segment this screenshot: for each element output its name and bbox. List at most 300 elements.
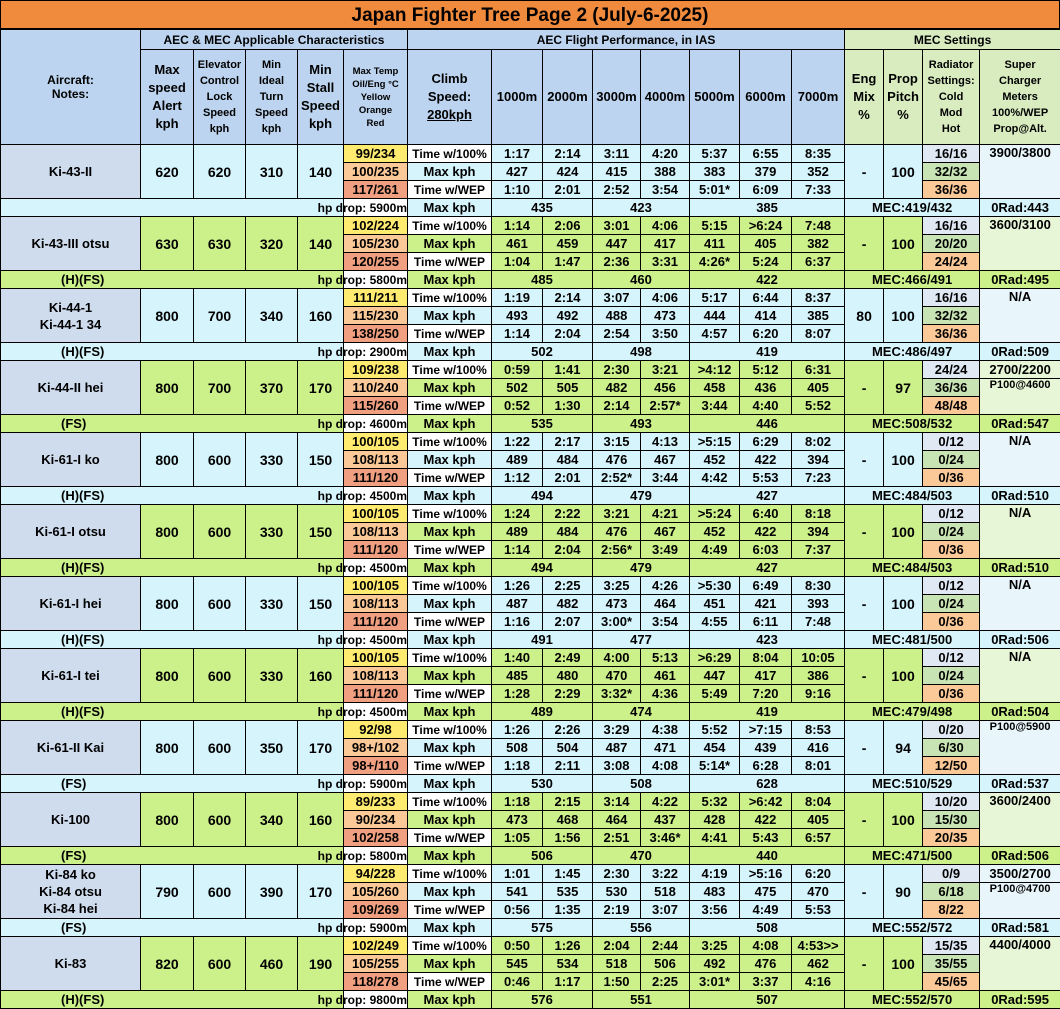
perf-value: 3:46* xyxy=(641,829,690,847)
perf-value: 464 xyxy=(641,595,690,613)
perf-value: 5:24 xyxy=(740,253,792,271)
perf-value: 468 xyxy=(543,811,593,829)
aircraft-name xyxy=(1,433,141,487)
perf-value: 483 xyxy=(690,883,740,901)
stat-elevator: 600 xyxy=(194,721,246,775)
perf-value: 8:35 xyxy=(792,145,845,163)
max-kph-high: 419 xyxy=(690,703,845,721)
aircraft-name xyxy=(1,793,141,847)
temp-limit: 111/120 xyxy=(344,685,408,703)
perf-value: 1:17 xyxy=(492,145,543,163)
perf-value: 6:28 xyxy=(740,757,792,775)
aec-mec-header: AEC & MEC Applicable Characteristics xyxy=(141,30,408,50)
perf-value: 1:10 xyxy=(492,181,543,199)
perf-value: 2:26 xyxy=(543,721,593,739)
aircraft-flags: (H)(FS) xyxy=(1,703,344,721)
aircraft-flags xyxy=(1,199,344,217)
hp-drop: hp drop: 4500m xyxy=(317,488,407,503)
stat-turn: 340 xyxy=(246,793,298,847)
perf-value: 462 xyxy=(792,955,845,973)
temp-limit: 111/120 xyxy=(344,469,408,487)
supercharger-value: N/A xyxy=(980,649,1060,703)
perf-value: 475 xyxy=(740,883,792,901)
radiator-setting: 0/24 xyxy=(923,595,980,613)
perf-value: 6:20 xyxy=(792,865,845,883)
radiator-setting: 0/12 xyxy=(923,649,980,667)
mec-speeds: MEC:510/529 xyxy=(845,775,980,793)
zero-rad-speed: 0Rad:547 xyxy=(980,415,1060,433)
perf-value: 2:04 xyxy=(543,325,593,343)
prop-pitch: 100 xyxy=(884,649,923,703)
aircraft-flags: (H)(FS) xyxy=(1,631,344,649)
zero-rad-speed: 0Rad:510 xyxy=(980,487,1060,505)
eng-mix: - xyxy=(845,361,884,415)
perf-value: 417 xyxy=(740,667,792,685)
header-line: Charger xyxy=(999,75,1042,87)
mec-speeds: MEC:479/498 xyxy=(845,703,980,721)
temp-limit: 100/105 xyxy=(344,505,408,523)
temp-limit: 94/228 xyxy=(344,865,408,883)
perf-value: 530 xyxy=(593,883,641,901)
perf-value: 2:52 xyxy=(593,181,641,199)
temp-limit: 98+/102 xyxy=(344,739,408,757)
perf-value: 6:20 xyxy=(740,325,792,343)
perf-value: 452 xyxy=(690,523,740,541)
temp-limit: 111/211 xyxy=(344,289,408,307)
perf-value: 493 xyxy=(492,307,543,325)
perf-value: 422 xyxy=(740,811,792,829)
perf-value: 484 xyxy=(543,451,593,469)
perf-value: 2:51 xyxy=(593,829,641,847)
perf-value: 3:22 xyxy=(641,865,690,883)
radiator-setting: 15/30 xyxy=(923,811,980,829)
row-label: Time w/WEP xyxy=(408,901,492,919)
temp-limit: 98+/110 xyxy=(344,757,408,775)
perf-value: 8:04 xyxy=(740,649,792,667)
aircraft-name xyxy=(1,577,141,631)
perf-value: 1:24 xyxy=(492,505,543,523)
aircraft-name-line: Ki-44-II hei xyxy=(37,380,104,395)
supercharger-value: 4400/4000 xyxy=(980,937,1060,991)
aircraft-name-line: Ki-44-1 34 xyxy=(39,316,102,332)
eng-mix: - xyxy=(845,649,884,703)
perf-value: 2:44 xyxy=(641,937,690,955)
radiator-setting: 0/24 xyxy=(923,523,980,541)
eng-mix: - xyxy=(845,721,884,775)
perf-value: 480 xyxy=(543,667,593,685)
perf-value: 5:43 xyxy=(740,829,792,847)
radiator-setting: 0/9 xyxy=(923,865,980,883)
perf-value: 2:54 xyxy=(593,325,641,343)
row-label: Time w/100% xyxy=(408,937,492,955)
perf-value: 3:07 xyxy=(641,901,690,919)
stat-alert: 820 xyxy=(141,937,194,991)
temp-limit: 115/230 xyxy=(344,307,408,325)
perf-value: 508 xyxy=(492,739,543,757)
perf-value: 5:52 xyxy=(690,721,740,739)
perf-value: 417 xyxy=(641,235,690,253)
perf-value: 415 xyxy=(593,163,641,181)
max-kph-mid: 474 xyxy=(593,703,690,721)
col-header-max-speed xyxy=(141,50,194,145)
header-line: Speed xyxy=(300,98,340,113)
perf-value: 388 xyxy=(641,163,690,181)
perf-value: 436 xyxy=(740,379,792,397)
perf-value: 3:01 xyxy=(593,217,641,235)
col-header-altitude: 5000m xyxy=(690,50,740,145)
row-label: Time w/WEP xyxy=(408,613,492,631)
perf-value: 489 xyxy=(492,451,543,469)
row-label: Max kph xyxy=(408,631,492,649)
row-label: Time w/WEP xyxy=(408,829,492,847)
stat-stall: 150 xyxy=(298,433,344,487)
perf-value: 3:54 xyxy=(641,181,690,199)
max-kph-high: 385 xyxy=(690,199,845,217)
radiator-setting: 36/36 xyxy=(923,379,980,397)
aircraft-flags: (H)(FS) xyxy=(1,487,344,505)
perf-value: 1:14 xyxy=(492,217,543,235)
max-kph-mid: 493 xyxy=(593,415,690,433)
stat-stall: 160 xyxy=(298,793,344,847)
header-line: Speed xyxy=(254,107,288,119)
stat-alert: 800 xyxy=(141,721,194,775)
perf-value: 4:53>> xyxy=(792,937,845,955)
temp-limit: 102/224 xyxy=(344,217,408,235)
radiator-setting: 20/35 xyxy=(923,829,980,847)
perf-value: 421 xyxy=(740,595,792,613)
aircraft-name xyxy=(1,289,141,343)
row-label: Max kph xyxy=(408,343,492,361)
perf-value: 1:50 xyxy=(593,973,641,991)
perf-value: 3:11 xyxy=(593,145,641,163)
row-label: Max kph xyxy=(408,415,492,433)
radiator-setting: 6/18 xyxy=(923,883,980,901)
perf-value: 2:29 xyxy=(543,685,593,703)
perf-value: 0:59 xyxy=(492,361,543,379)
stat-turn: 390 xyxy=(246,865,298,919)
perf-value: 4:16 xyxy=(792,973,845,991)
stat-elevator: 600 xyxy=(194,577,246,631)
perf-value: 444 xyxy=(690,307,740,325)
row-label: Time w/WEP xyxy=(408,469,492,487)
col-header-min-turn xyxy=(246,50,298,145)
row-label: Max kph xyxy=(408,523,492,541)
perf-value: 7:33 xyxy=(792,181,845,199)
max-kph-high: 440 xyxy=(690,847,845,865)
hp-drop: hp drop: 5900m xyxy=(317,920,407,935)
hp-drop: hp drop: 5800m xyxy=(317,848,407,863)
prop-pitch: 100 xyxy=(884,505,923,559)
perf-value: >5:24 xyxy=(690,505,740,523)
max-kph-low: 494 xyxy=(492,559,593,577)
header-line: kph xyxy=(308,116,333,131)
supercharger-value: 2700/2200 xyxy=(980,361,1060,379)
perf-value: 1:26 xyxy=(492,721,543,739)
header-line: Hot xyxy=(941,123,961,135)
perf-value: 428 xyxy=(690,811,740,829)
aircraft-name xyxy=(1,721,141,775)
perf-value: 485 xyxy=(492,667,543,685)
row-label: Time w/100% xyxy=(408,793,492,811)
max-kph-mid: 498 xyxy=(593,343,690,361)
col-header-altitude: 6000m xyxy=(740,50,792,145)
row-label: Time w/100% xyxy=(408,433,492,451)
perf-value: 4:57 xyxy=(690,325,740,343)
max-kph-mid: 470 xyxy=(593,847,690,865)
perf-value: 405 xyxy=(740,235,792,253)
perf-value: 5:12 xyxy=(740,361,792,379)
perf-value: 437 xyxy=(641,811,690,829)
eng-mix: - xyxy=(845,145,884,199)
perf-value: 541 xyxy=(492,883,543,901)
perf-value: 487 xyxy=(492,595,543,613)
stat-alert: 800 xyxy=(141,649,194,703)
perf-value: 6:44 xyxy=(740,289,792,307)
perf-value: 385 xyxy=(792,307,845,325)
perf-value: 1:12 xyxy=(492,469,543,487)
prop-pitch: 100 xyxy=(884,217,923,271)
perf-value: 383 xyxy=(690,163,740,181)
col-header-altitude: 7000m xyxy=(792,50,845,145)
eng-mix: - xyxy=(845,433,884,487)
perf-value: 4:19 xyxy=(690,865,740,883)
perf-value: 8:30 xyxy=(792,577,845,595)
col-header-altitude: 1000m xyxy=(492,50,543,145)
temp-limit: 115/260 xyxy=(344,397,408,415)
perf-value: 534 xyxy=(543,955,593,973)
perf-value: 1:22 xyxy=(492,433,543,451)
header-line: Turn xyxy=(259,91,284,103)
perf-value: 5:53 xyxy=(740,469,792,487)
max-kph-low: 494 xyxy=(492,487,593,505)
perf-value: 8:01 xyxy=(792,757,845,775)
max-kph-low: 485 xyxy=(492,271,593,289)
eng-mix: - xyxy=(845,793,884,847)
header-line: speed xyxy=(148,80,186,95)
perf-value: 2:14 xyxy=(543,289,593,307)
temp-limit: 138/250 xyxy=(344,325,408,343)
perf-value: 6:03 xyxy=(740,541,792,559)
max-kph-low: 491 xyxy=(492,631,593,649)
radiator-setting: 32/32 xyxy=(923,163,980,181)
row-label: Time w/WEP xyxy=(408,973,492,991)
aircraft-name xyxy=(1,505,141,559)
perf-value: 3:21 xyxy=(593,505,641,523)
hp-drop: hp drop: 5900m xyxy=(317,776,407,791)
aircraft-flags: (H)(FS) xyxy=(1,991,344,1009)
temp-limit: 108/113 xyxy=(344,667,408,685)
aircraft-name xyxy=(1,649,141,703)
perf-value: 3:50 xyxy=(641,325,690,343)
perf-value: 5:15 xyxy=(690,217,740,235)
perf-value: 476 xyxy=(740,955,792,973)
perf-value: 8:18 xyxy=(792,505,845,523)
radiator-setting: 0/24 xyxy=(923,667,980,685)
perf-value: 505 xyxy=(543,379,593,397)
perf-value: 10:05 xyxy=(792,649,845,667)
radiator-setting: 32/32 xyxy=(923,307,980,325)
mec-speeds: MEC:466/491 xyxy=(845,271,980,289)
row-label: Max kph xyxy=(408,307,492,325)
row-label: Max kph xyxy=(408,991,492,1009)
perf-value: 506 xyxy=(641,955,690,973)
perf-value: 2:56* xyxy=(593,541,641,559)
perf-value: 2:30 xyxy=(593,361,641,379)
header-line: Meters xyxy=(1002,91,1038,103)
perf-value: 4:38 xyxy=(641,721,690,739)
perf-value: >5:30 xyxy=(690,577,740,595)
supercharger-value: 3600/2400 xyxy=(980,793,1060,847)
perf-value: 6:29 xyxy=(740,433,792,451)
aircraft-name xyxy=(1,217,141,271)
row-label: Time w/100% xyxy=(408,361,492,379)
max-kph-low: 535 xyxy=(492,415,593,433)
perf-value: 488 xyxy=(593,307,641,325)
hp-drop: hp drop: 2900m xyxy=(317,344,407,359)
row-label: Max kph xyxy=(408,163,492,181)
perf-value: 473 xyxy=(593,595,641,613)
header-line: kph xyxy=(209,123,230,135)
stat-turn: 350 xyxy=(246,721,298,775)
perf-value: 2:52* xyxy=(593,469,641,487)
perf-value: 2:17 xyxy=(543,433,593,451)
perf-value: 1:41 xyxy=(543,361,593,379)
max-kph-low: 506 xyxy=(492,847,593,865)
temp-limit: 100/235 xyxy=(344,163,408,181)
temp-limit: 92/98 xyxy=(344,721,408,739)
perf-value: 3:08 xyxy=(593,757,641,775)
stat-alert: 630 xyxy=(141,217,194,271)
stat-stall: 170 xyxy=(298,361,344,415)
row-label: Max kph xyxy=(408,559,492,577)
row-label: Time w/WEP xyxy=(408,397,492,415)
perf-value: 5:37 xyxy=(690,145,740,163)
perf-value: 352 xyxy=(792,163,845,181)
perf-value: 5:53 xyxy=(792,901,845,919)
perf-value: 411 xyxy=(690,235,740,253)
perf-value: 3:01* xyxy=(690,973,740,991)
header-line: Prop xyxy=(888,71,918,86)
stat-turn: 320 xyxy=(246,217,298,271)
radiator-setting: 48/48 xyxy=(923,397,980,415)
perf-value: 470 xyxy=(792,883,845,901)
perf-value: 1:47 xyxy=(543,253,593,271)
header-line: Mix xyxy=(853,89,875,104)
fighter-table xyxy=(0,29,1060,1009)
perf-value: 2:07 xyxy=(543,613,593,631)
aircraft-name-line: Ki-61-I otsu xyxy=(35,524,106,539)
temp-limit: 105/255 xyxy=(344,955,408,973)
supercharger-value: N/A xyxy=(980,505,1060,559)
row-label: Max kph xyxy=(408,739,492,757)
radiator-setting: 36/36 xyxy=(923,325,980,343)
prop-pitch: 94 xyxy=(884,721,923,775)
perf-value: 6:09 xyxy=(740,181,792,199)
perf-value: 8:04 xyxy=(792,793,845,811)
climb-label: Climb xyxy=(431,71,468,86)
max-kph-low: 576 xyxy=(492,991,593,1009)
col-header-altitude: 3000m xyxy=(593,50,641,145)
perf-value: 4:22 xyxy=(641,793,690,811)
row-label: Time w/100% xyxy=(408,577,492,595)
aircraft-name xyxy=(1,361,141,415)
radiator-setting: 10/20 xyxy=(923,793,980,811)
header-line: % xyxy=(897,107,909,122)
perf-value: 5:52 xyxy=(792,397,845,415)
aircraft-flags: (FS) xyxy=(1,775,344,793)
max-kph-low: 502 xyxy=(492,343,593,361)
perf-value: 4:06 xyxy=(641,289,690,307)
prop-pitch: 100 xyxy=(884,793,923,847)
col-header-eng-mix xyxy=(845,50,884,145)
header-line: Cold xyxy=(938,91,964,103)
perf-value: 5:13 xyxy=(641,649,690,667)
radiator-setting: 16/16 xyxy=(923,217,980,235)
perf-value: 5:01* xyxy=(690,181,740,199)
perf-value: 4:41 xyxy=(690,829,740,847)
aircraft-name-line: Ki-84 hei xyxy=(43,901,98,916)
hp-drop: hp drop: 4500m xyxy=(317,560,407,575)
header-line: Prop@Alt. xyxy=(993,123,1047,135)
prop-pitch: 100 xyxy=(884,289,923,343)
max-kph-high: 507 xyxy=(690,991,845,1009)
header-line: Orange xyxy=(358,104,393,116)
eng-mix: 80 xyxy=(845,289,884,343)
col-header-max-temp xyxy=(344,50,408,145)
perf-value: 1:56 xyxy=(543,829,593,847)
perf-value: 405 xyxy=(792,379,845,397)
perf-value: 2:04 xyxy=(543,541,593,559)
stat-stall: 140 xyxy=(298,217,344,271)
perf-value: 6:55 xyxy=(740,145,792,163)
mec-speeds: MEC:486/497 xyxy=(845,343,980,361)
supercharger-value: P100@5900 xyxy=(980,721,1060,775)
perf-value: 461 xyxy=(641,667,690,685)
header-line: Super xyxy=(1004,59,1036,71)
perf-value: 1:18 xyxy=(492,793,543,811)
stat-turn: 340 xyxy=(246,289,298,343)
temp-limit: 118/278 xyxy=(344,973,408,991)
perf-value: 464 xyxy=(593,811,641,829)
row-label: Max kph xyxy=(408,235,492,253)
perf-value: 386 xyxy=(792,667,845,685)
climb-speed-label: Speed: xyxy=(427,89,472,104)
perf-value: 2:19 xyxy=(593,901,641,919)
perf-value: 471 xyxy=(641,739,690,757)
row-label: Max kph xyxy=(408,595,492,613)
header-line: Yellow xyxy=(360,91,391,103)
stat-alert: 800 xyxy=(141,433,194,487)
perf-value: 1:04 xyxy=(492,253,543,271)
perf-value: 6:31 xyxy=(792,361,845,379)
header-line: Lock xyxy=(206,91,233,103)
row-label: Time w/100% xyxy=(408,145,492,163)
perf-value: 4:26* xyxy=(690,253,740,271)
perf-value: 7:20 xyxy=(740,685,792,703)
perf-value: 3:25 xyxy=(593,577,641,595)
header-line: Max Temp xyxy=(352,65,399,77)
perf-value: 8:37 xyxy=(792,289,845,307)
header-line: Min xyxy=(309,62,332,77)
supercharger-value: N/A xyxy=(980,289,1060,343)
header-line: Pitch xyxy=(887,89,919,104)
perf-value: 1:14 xyxy=(492,541,543,559)
supercharger-value: N/A xyxy=(980,577,1060,631)
temp-limit: 105/260 xyxy=(344,883,408,901)
perf-value: >5:15 xyxy=(690,433,740,451)
perf-value: 4:36 xyxy=(641,685,690,703)
perf-value: 4:08 xyxy=(641,757,690,775)
